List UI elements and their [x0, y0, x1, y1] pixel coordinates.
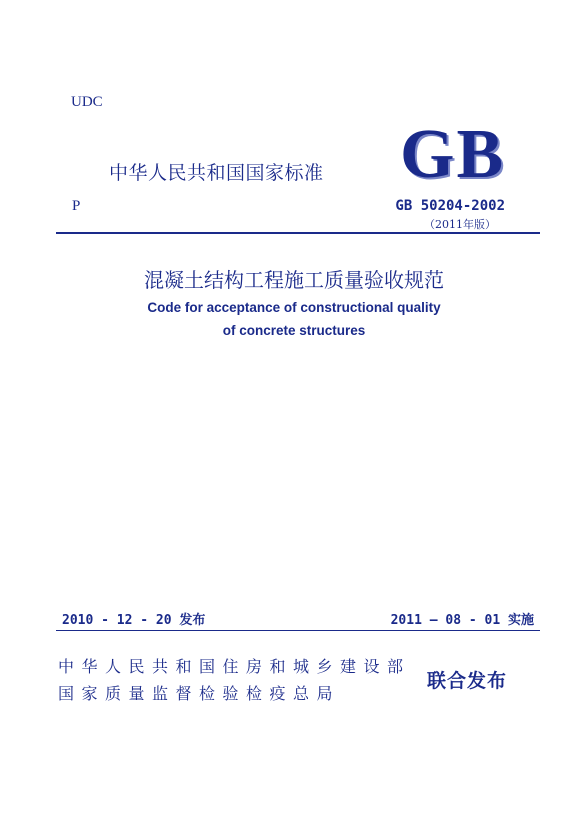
category-code: P: [72, 198, 81, 214]
standard-number: GB 50204-2002: [395, 198, 505, 214]
edition-label: （2011年版）: [424, 218, 496, 231]
publisher-line1: 中华人民共和国住房和城乡建设部: [58, 657, 411, 676]
standard-type: 中华人民共和国国家标准: [109, 162, 324, 184]
footer-divider: [56, 630, 540, 631]
udc-label: UDC: [71, 94, 103, 110]
title-english-line2: of concrete structures: [222, 323, 366, 338]
title-chinese: 混凝土结构工程施工质量验收规范: [144, 268, 444, 292]
header-divider: [56, 232, 540, 234]
publisher-line2: 国家质量监督检验检疫总局: [58, 684, 341, 703]
issue-date: 2010 - 12 - 20 发布: [62, 613, 206, 628]
joint-issue-label: 联合发布: [427, 670, 508, 692]
implementation-date: 2011 – 08 - 01 实施: [390, 613, 534, 628]
title-english-line1: Code for acceptance of constructional quality: [147, 300, 441, 315]
gb-logo: GB: [400, 116, 506, 193]
